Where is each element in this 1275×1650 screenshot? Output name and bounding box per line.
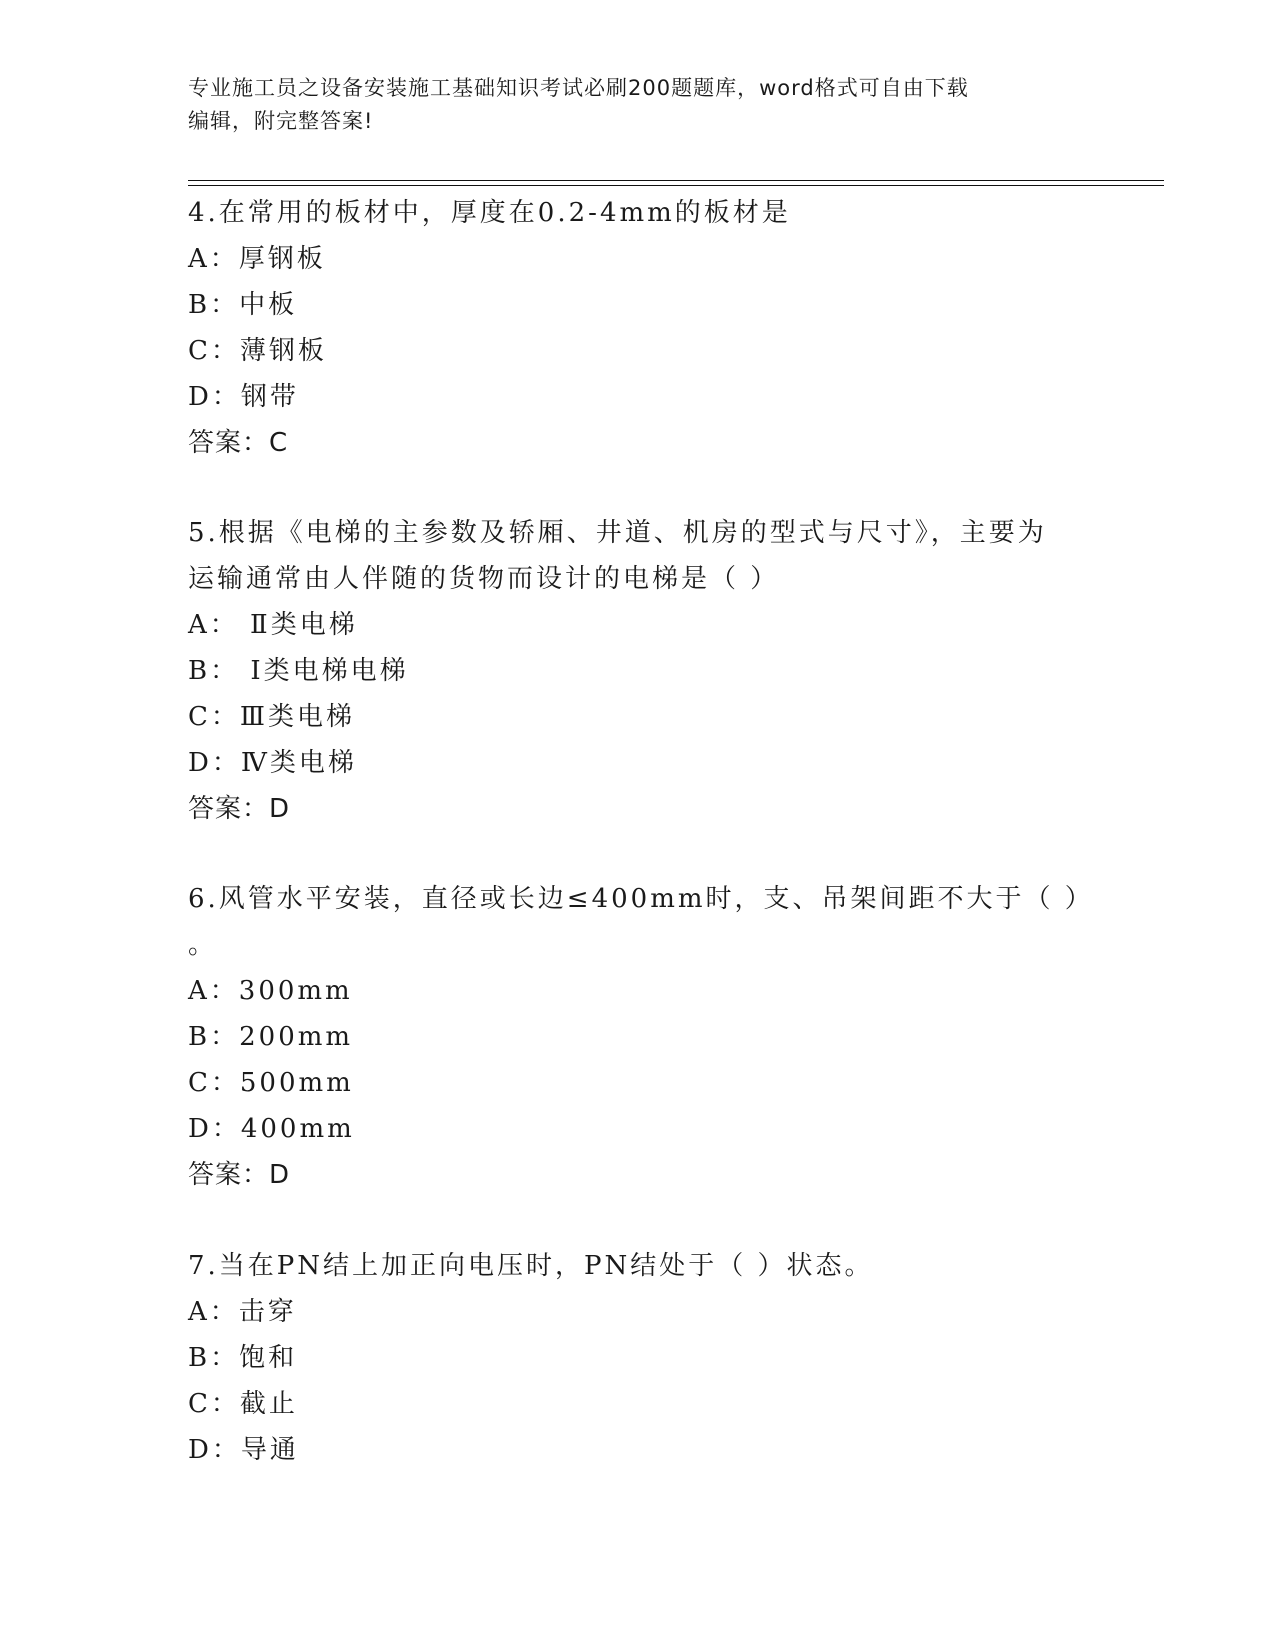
option-c: C：500mm bbox=[188, 1068, 354, 1098]
option-d: D：导通 bbox=[188, 1435, 299, 1465]
document-header bbox=[188, 72, 1088, 138]
question-7 bbox=[188, 1243, 1088, 1473]
option-a: A：击穿 bbox=[188, 1297, 297, 1327]
option-a: A： Ⅱ类电梯 bbox=[188, 610, 358, 640]
answer: 答案：D bbox=[188, 1160, 291, 1190]
question-stem-continued: 运输通常由人伴随的货物而设计的电梯是（ ） bbox=[188, 564, 780, 594]
option-a: A：厚钢板 bbox=[188, 244, 326, 274]
option-d: D：钢带 bbox=[188, 382, 299, 412]
option-b: B：中板 bbox=[188, 290, 298, 320]
option-a: A：300mm bbox=[188, 976, 353, 1006]
question-stem-continued: 。 bbox=[188, 930, 218, 960]
option-b: B： Ⅰ类电梯电梯 bbox=[188, 656, 409, 686]
option-c: C：Ⅲ类电梯 bbox=[188, 702, 355, 732]
option-c: C：薄钢板 bbox=[188, 336, 327, 366]
option-b: B：200mm bbox=[188, 1022, 354, 1052]
question-4 bbox=[188, 190, 1088, 466]
option-d: D：400mm bbox=[188, 1114, 355, 1144]
option-b: B：饱和 bbox=[188, 1343, 298, 1373]
question-6 bbox=[188, 876, 1094, 1198]
question-stem: 4.在常用的板材中，厚度在0.2-4mm的板材是 bbox=[188, 198, 791, 228]
question-stem: 6.风管水平安装，直径或长边≤400mm时，支、吊架间距不大于（ ） bbox=[188, 884, 1094, 914]
question-stem: 7.当在PN结上加正向电压时，PN结处于（ ）状态。 bbox=[188, 1251, 874, 1281]
answer: 答案：C bbox=[188, 428, 289, 458]
header-divider-bottom bbox=[188, 185, 1164, 186]
option-d: D：Ⅳ类电梯 bbox=[188, 748, 357, 778]
option-c: C：截止 bbox=[188, 1389, 298, 1419]
header-line-1: 专业施工员之设备安装施工基础知识考试必刷200题题库，word格式可自由下载 bbox=[188, 76, 969, 100]
question-stem: 5.根据《电梯的主参数及轿厢、井道、机房的型式与尺寸》，主要为 bbox=[188, 518, 1047, 548]
header-line-2: 编辑，附完整答案! bbox=[188, 109, 374, 133]
header-divider-top bbox=[188, 180, 1164, 181]
question-5 bbox=[188, 510, 1088, 832]
answer: 答案：D bbox=[188, 794, 291, 824]
